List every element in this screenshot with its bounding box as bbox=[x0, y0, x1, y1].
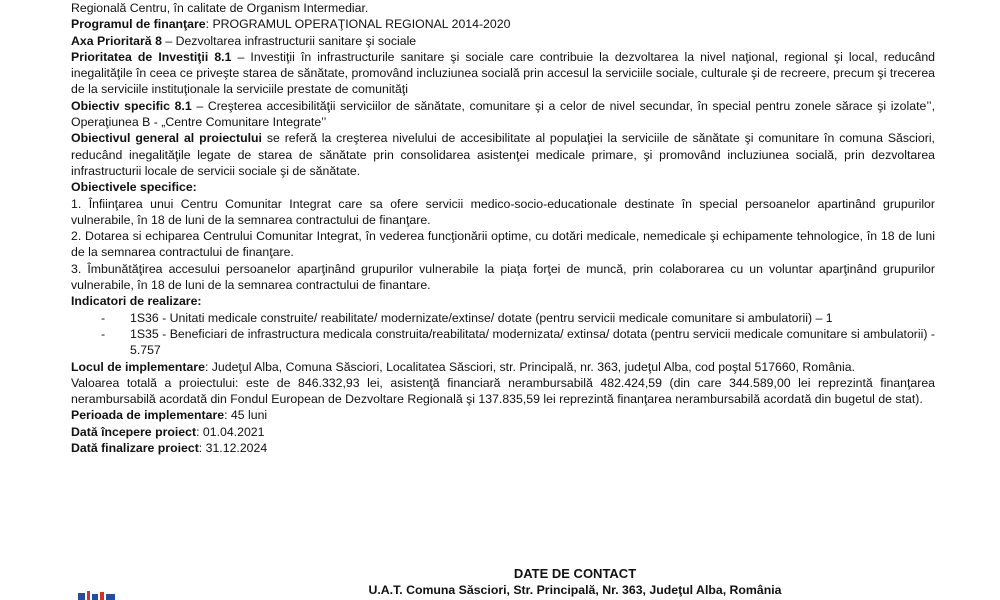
list-dash: - bbox=[101, 326, 106, 341]
program-label: Programul de finanţare bbox=[71, 17, 206, 32]
prioritatea-paragraph bbox=[71, 49, 935, 98]
obiectiv-general-label: Obiectivul general al proiectului bbox=[71, 131, 262, 146]
axa-value: – Dezvoltarea infrastructurii sanitare şi sociale bbox=[161, 33, 417, 48]
data-incepere-label: Dată începere proiect bbox=[71, 424, 197, 439]
prioritatea-label: Prioritatea de Investiţii 8.1 bbox=[71, 49, 232, 64]
data-finalizare-value: : 31.12.2024 bbox=[198, 441, 268, 456]
indicator-text: 1S36 - Unitati medicale construite/ reabilitate/ modernizate/extinse/ dotate (pentru servicii medicale comunitare si ambulatorii) – 1 bbox=[130, 310, 833, 325]
contact-address: U.A.T. Comuna Săsciori, Str. Principală, Nr. 363, Judeţul Alba, România bbox=[368, 583, 782, 597]
locul-line bbox=[71, 359, 935, 375]
data-finalizare-label: Dată finalizare proiect bbox=[71, 441, 199, 456]
document-body bbox=[71, 0, 935, 456]
obiective-specifice-heading: Obiectivele specifice: bbox=[71, 180, 197, 195]
list-item bbox=[71, 310, 935, 326]
intro-line: Regională Centru, în calitate de Organism Intermediar. bbox=[71, 1, 369, 15]
list-item bbox=[71, 326, 935, 359]
axa-label: Axa Prioritară 8 bbox=[71, 33, 162, 48]
indicator-text: 1S35 - Beneficiari de infrastructura medicala construita/reabilitata/ modernizata/ extinsa/ dotata (pentru servicii medicale comunitare si ambulatorii) - 5.757 bbox=[130, 326, 935, 358]
obiectiv-general-paragraph bbox=[71, 130, 935, 179]
data-finalizare-line bbox=[71, 440, 935, 456]
contact-block bbox=[350, 565, 800, 599]
perioada-label: Perioada de implementare bbox=[71, 408, 225, 423]
list-dash: - bbox=[101, 310, 106, 325]
contact-title: DATE DE CONTACT bbox=[513, 566, 637, 581]
obiectiv-specific-value: – Creşterea accesibilităţii serviciilor de sănătate, comunitare şi a celor de nivel secundar, în special pentru zonele sărace şi izolate’’, Operaţiunea B - „Centre Comunitare Integrate’’ bbox=[71, 98, 935, 130]
axa-line bbox=[71, 33, 935, 49]
perioada-line bbox=[71, 407, 935, 423]
obiectiv-item-3: 3. Îmbunătăţirea accesului persoanelor aparţinând grupurilor vulnerabile la piaţa forţei de muncă, prin colaborarea cu un voluntar aparţinând grupurilor vulnerabile, în 18 de luni de la semnarea contractului de finantare. bbox=[71, 261, 935, 293]
indicatori-list bbox=[71, 310, 935, 359]
data-incepere-value: : 01.04.2021 bbox=[196, 424, 265, 439]
obiectiv-item-1: 1. Înfiinţarea unui Centru Comunitar Integrat care sa ofere servicii medico-socio-educationale destinate în special persoanelor apartinând grupurilor vulnerabile, în 18 de luni de la semnarea contractului de finanţare. bbox=[71, 196, 935, 227]
obiectiv-specific-label: Obiectiv specific 8.1 bbox=[71, 98, 192, 113]
obiectiv-specific-paragraph bbox=[71, 98, 935, 131]
valoarea-paragraph: Valoarea totală a proiectului: este de 846.332,93 lei, asistenţă financiară nerambursabilă 482.424,59 (din care 344.589,00 lei reprezintă finanţarea nerambursabilă acordată din Fondul European de Dezvoltare Regională şi 137.835,59 lei reprezintă finanţarea nerambursabilă acordată din bugetul de stat). bbox=[71, 375, 935, 407]
obiectiv-item-2: 2. Dotarea si echiparea Centrului Comunitar Integrat, în vederea funcţionării optime, cu dotări medicale, nemedicale şi echipamente tehnologice, în 18 de luni de la semnarea contractului de finanţare. bbox=[71, 229, 935, 260]
prioritatea-value: – Investiţii în infrastructurile sanitare şi sociale care contribuie la dezvoltarea la nivel naţional, regional şi local, reducând inegalităţile în ceea ce priveşte starea de sănătate, promovând incluziunea socială prin accesul la serviciile sociale, culturale şi de recreere, precum şi trecerea de la serviciile instituţionale la serviciile prestate de comunităţi bbox=[71, 49, 935, 97]
data-incepere-line bbox=[71, 424, 935, 440]
locul-value: : Judeţul Alba, Comuna Săsciori, Localitatea Săsciori, str. Principală, nr. 363, judeţul Alba, cod poştal 517660, România. bbox=[204, 359, 856, 374]
locul-label: Locul de implementare bbox=[71, 359, 205, 374]
perioada-value: : 45 luni bbox=[224, 408, 268, 423]
indicatori-heading: Indicatori de realizare: bbox=[71, 294, 202, 309]
program-value: : PROGRAMUL OPERAŢIONAL REGIONAL 2014-2020 bbox=[205, 17, 511, 32]
obiectiv-general-value: se referă la creşterea nivelului de accesibilitate al populaţiei la serviciile de sănătate şi comunitare în comuna Săsciori, reducând inegalităţile legate de starea de sănătate prin consolidarea asistenţei medicale primare, şi promovând incluziunea socială, prin dezvoltarea infrastructurii locale de servicii sociale şi de sănătate. bbox=[71, 131, 935, 178]
logo-icon bbox=[78, 591, 118, 600]
program-line bbox=[71, 16, 935, 32]
